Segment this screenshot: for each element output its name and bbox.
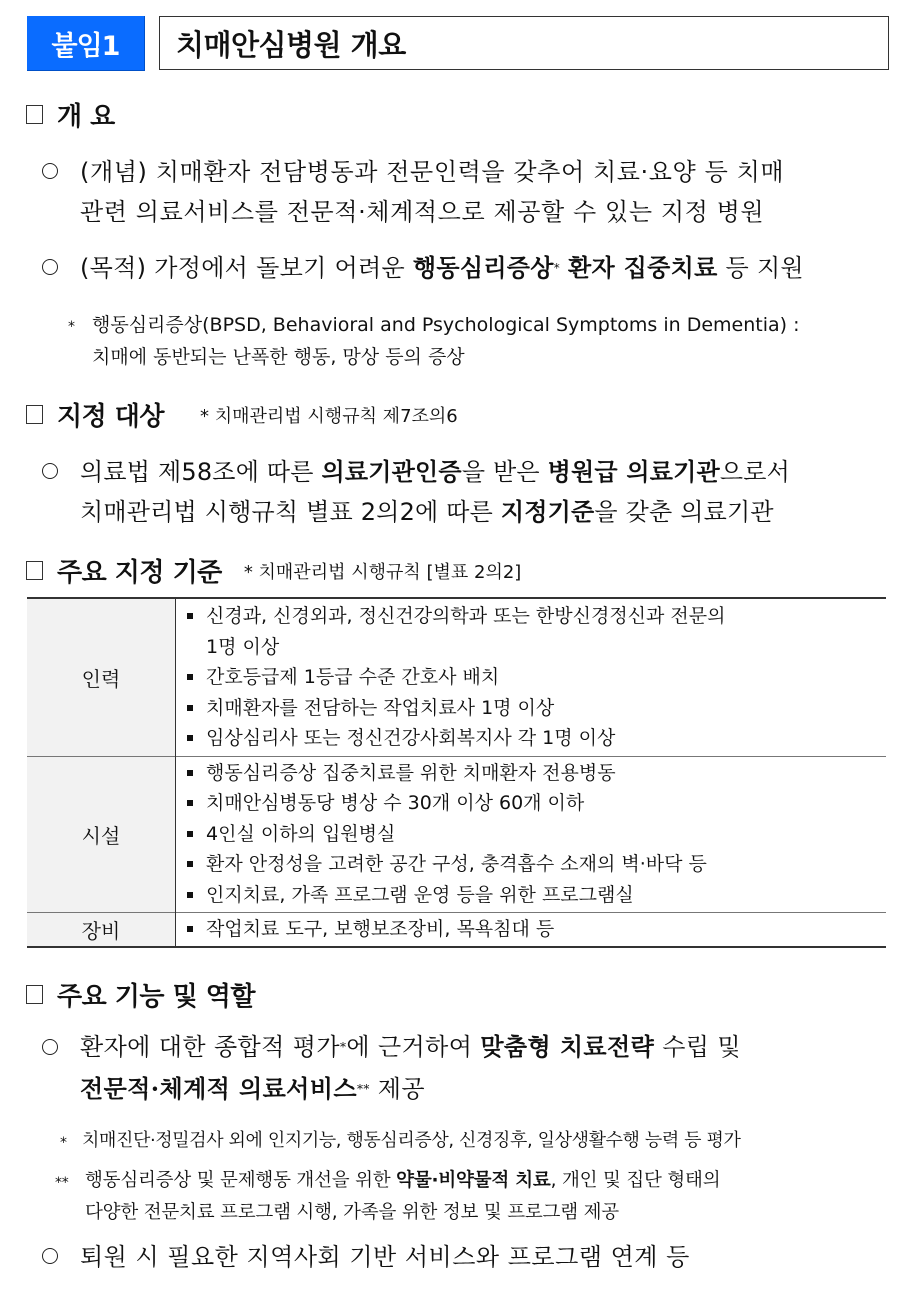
square-bullet-icon xyxy=(187,613,193,619)
square-bullet-icon xyxy=(187,705,193,711)
row-items xyxy=(176,913,887,947)
section-heading-functions xyxy=(26,976,255,1013)
purpose-bold-treatment: 환자 집중치료 xyxy=(568,254,718,282)
functions-text: 수립 및 xyxy=(662,1033,741,1061)
functions-text: 퇴원 시 필요한 지역사회 기반 서비스와 프로그램 연계 등 xyxy=(80,1243,690,1271)
section-heading-overview xyxy=(26,96,115,133)
target-bullet xyxy=(42,452,790,532)
target-bold-accreditation: 의료기관인증 xyxy=(321,458,462,486)
section-heading-text: 개 요 xyxy=(57,102,115,132)
target-text: 으로서 xyxy=(719,458,791,486)
checkbox-square-icon xyxy=(26,561,43,580)
list-item: 치매안심병동당 병상 수 30개 이상 60개 이하 xyxy=(186,788,886,819)
list-item: 치매환자를 전담하는 작업치료사 1명 이상 xyxy=(186,693,886,724)
section-note: * 치매관리법 시행규칙 [별표 2의2] xyxy=(243,561,522,583)
square-bullet-icon xyxy=(187,831,193,837)
list-item: 4인실 이하의 입원병실 xyxy=(186,819,886,850)
circle-bullet-icon xyxy=(42,1039,58,1055)
checkbox-square-icon xyxy=(26,985,43,1004)
page-title xyxy=(159,16,889,70)
square-bullet-icon xyxy=(187,926,193,932)
functions-bullet-2 xyxy=(42,1237,690,1277)
footnote-line2: 다양한 전문치료 프로그램 시행, 가족을 위한 정보 및 프로그램 제공 xyxy=(85,1202,619,1223)
table-row xyxy=(27,756,886,913)
functions-footnote-1 xyxy=(60,1125,740,1157)
row-items xyxy=(176,756,887,913)
row-label: 시설 xyxy=(27,756,176,913)
criteria-table xyxy=(27,597,886,948)
functions-bullet-1 xyxy=(42,1026,741,1110)
purpose-text-after: 등 지원 xyxy=(725,254,804,282)
purpose-bold-bpsd: 행동심리증상 xyxy=(412,254,554,282)
page-title-text: 치매안심병원 개요 xyxy=(176,27,406,62)
footnote-text: , 개인 및 집단 형태의 xyxy=(550,1170,721,1191)
footnote-line2: 치매에 동반되는 난폭한 행동, 망상 등의 증상 xyxy=(92,346,465,368)
target-text: 을 갖춘 의료기관 xyxy=(594,498,774,526)
circle-bullet-icon xyxy=(42,463,58,479)
section-heading-text: 주요 기능 및 역할 xyxy=(57,982,255,1012)
functions-bold-medical-service: 전문적·체계적 의료서비스 xyxy=(80,1074,357,1103)
square-bullet-icon xyxy=(187,892,193,898)
footnote-bold-treatment: 약물·비약물적 치료 xyxy=(396,1170,551,1191)
footnote-marker: ** xyxy=(55,1175,69,1191)
concept-line2: 관련 의료서비스를 전문적·체계적으로 제공할 수 있는 지정 병원 xyxy=(80,198,765,226)
section-heading-text: 주요 지정 기준 xyxy=(57,558,222,588)
square-bullet-icon xyxy=(187,770,193,776)
list-item: 임상심리사 또는 정신건강사회복지사 각 1명 이상 xyxy=(186,723,886,754)
row-items xyxy=(176,598,887,756)
footnote-line1: 행동심리증상(BPSD, Behavioral and Psychological Symptoms in Dementia) : xyxy=(92,314,800,336)
row-label: 인력 xyxy=(27,598,176,756)
circle-bullet-icon xyxy=(42,1248,58,1264)
circle-bullet-icon xyxy=(42,163,58,179)
footnote-star: * xyxy=(553,261,561,275)
target-bold-criteria: 지정기준 xyxy=(500,498,595,526)
purpose-label: (목적) xyxy=(80,254,147,282)
concept-line1: 치매환자 전담병동과 전문인력을 갖추어 치료·요양 등 치매 xyxy=(155,158,785,186)
overview-footnote xyxy=(68,309,799,373)
purpose-text: 가정에서 돌보기 어려운 xyxy=(154,254,405,282)
section-heading-criteria xyxy=(26,552,521,589)
functions-text: 에 근거하여 xyxy=(346,1033,473,1061)
functions-text: 환자에 대한 종합적 평가 xyxy=(80,1033,340,1061)
overview-purpose-bullet xyxy=(42,248,804,288)
list-item: 행동심리증상 집중치료를 위한 치매환자 전용병동 xyxy=(186,758,886,789)
list-item: 신경과, 신경외과, 정신건강의학과 또는 한방신경정신과 전문의 1명 이상 xyxy=(186,601,886,662)
checkbox-square-icon xyxy=(26,405,43,424)
list-item: 작업치료 도구, 보행보조장비, 목욕침대 등 xyxy=(186,914,886,945)
footnote-star: ** xyxy=(356,1082,370,1096)
table-row xyxy=(27,598,886,756)
concept-label: (개념) xyxy=(80,158,148,186)
circle-bullet-icon xyxy=(42,259,58,275)
footnote-marker: * xyxy=(68,319,75,335)
list-item: 간호등급제 1등급 수준 간호사 배치 xyxy=(186,662,886,693)
attachment-badge: 붙임1 xyxy=(27,16,145,71)
functions-bold-custom-strategy: 맞춤형 치료전략 xyxy=(480,1032,655,1061)
section-note: * 치매관리법 시행규칙 제7조의6 xyxy=(200,405,458,427)
list-item: 인지치료, 가족 프로그램 운영 등을 위한 프로그램실 xyxy=(186,880,886,911)
square-bullet-icon xyxy=(187,674,193,680)
checkbox-square-icon xyxy=(26,105,43,124)
overview-concept-bullet xyxy=(42,152,784,232)
footnote-text: 행동심리증상 및 문제행동 개선을 위한 xyxy=(85,1170,391,1191)
functions-text: 제공 xyxy=(377,1075,425,1103)
target-text: 의료법 제58조에 따른 xyxy=(80,458,314,486)
target-text: 을 받은 xyxy=(461,458,540,486)
table-row xyxy=(27,913,886,947)
footnote-marker: * xyxy=(60,1135,67,1151)
target-bold-hospital-level: 병원급 의료기관 xyxy=(547,458,720,486)
footnote-star: * xyxy=(339,1040,347,1054)
functions-footnote-2 xyxy=(55,1165,720,1229)
square-bullet-icon xyxy=(187,800,193,806)
list-item: 환자 안정성을 고려한 공간 구성, 충격흡수 소재의 벽·바닥 등 xyxy=(186,849,886,880)
target-text: 치매관리법 시행규칙 별표 2의2에 따른 xyxy=(80,498,494,526)
square-bullet-icon xyxy=(187,735,193,741)
section-heading-text: 지정 대상 xyxy=(57,402,165,432)
square-bullet-icon xyxy=(187,861,193,867)
row-label: 장비 xyxy=(27,913,176,947)
footnote-text: 치매진단·정밀검사 외에 인지기능, 행동심리증상, 신경징후, 일상생활수행 능력 등 평가 xyxy=(82,1130,741,1151)
section-heading-target xyxy=(26,396,458,433)
